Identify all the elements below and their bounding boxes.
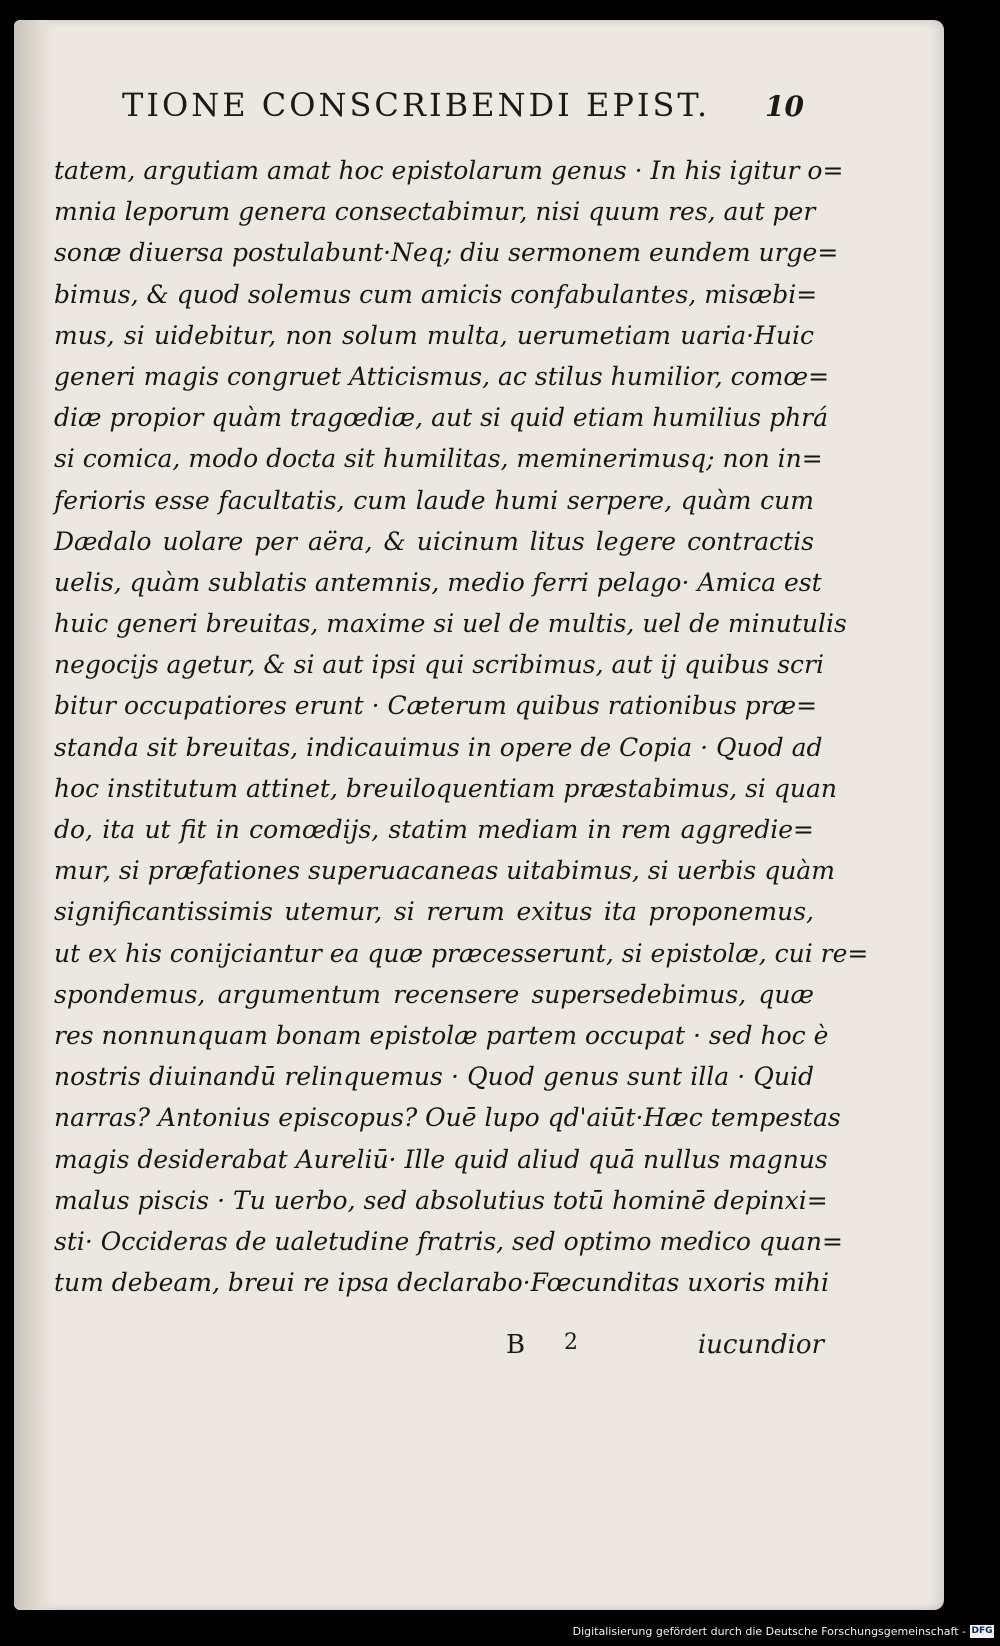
text-line: generi magis congruet Atticismus, ac stilus humilior, comœ= — [54, 361, 830, 391]
text-line: mnia leporum genera consectabimur, nisi quum res, aut per — [54, 197, 816, 227]
text-line: mus, si uidebitur, non solum multa, uerumetiam uaria·Huic — [54, 320, 814, 350]
page-footer — [444, 1330, 824, 1370]
page-gutter-shadow — [14, 20, 54, 1610]
text-line: do, ita ut fit in comœdijs, statim mediam in rem aggredie= — [54, 815, 814, 844]
text-line: uelis, quàm sublatis antemnis, medio ferri pelago· Amica est — [54, 567, 822, 597]
text-line: negocijs agetur, & si aut ipsi qui scribimus, aut ij quibus scri — [54, 650, 824, 680]
text-line: standa sit breuitas, indicauimus in opere de Copia · Quod ad — [54, 732, 823, 762]
text-line: sti· Occideras de ualetudine fratris, sed optimo medico quan= — [54, 1226, 843, 1256]
signature-mark: B — [506, 1330, 526, 1360]
folio-number: 10 — [765, 90, 804, 123]
text-line: mur, si præfationes superuacaneas uitabimus, si uerbis quàm — [54, 856, 835, 886]
text-line: magis desiderabat Aureliū· Ille quid aliud quā nullus magnus — [54, 1144, 828, 1174]
text-line: sonæ diuersa postulabunt·Neq; diu sermonem eundem urge= — [54, 238, 839, 268]
text-line: bimus, & quod solemus cum amicis confabulantes, misæbi= — [54, 279, 818, 309]
text-line: malus piscis · Tu uerbo, sed absolutius totū hominē depinxi= — [54, 1185, 828, 1215]
body-text-block — [54, 150, 869, 1303]
text-line: si comica, modo docta sit humilitas, meminerimusq; non in= — [54, 444, 823, 474]
text-line: hoc institutum attinet, breuiloquentiam præstabimus, si quan — [54, 773, 837, 803]
text-line: Dædalo uolare per aëra, & uicinum litus legere contractis — [54, 526, 814, 556]
running-head: TIONE CONSCRIBENDI EPIST. — [122, 86, 711, 124]
credit-bar — [0, 1610, 1000, 1646]
dfg-logo-icon: DFG — [971, 1626, 993, 1636]
digitization-credit: Digitalisierung gefördert durch die Deutsche Forschungsgemeinschaft - — [572, 1625, 966, 1638]
text-line: ut ex his conijciantur ea quæ præcesserunt, si epistolæ, cui re= — [54, 938, 869, 968]
text-line: significantissimis utemur, si rerum exitus ita proponemus, — [54, 897, 814, 927]
text-line: ferioris esse facultatis, cum laude humi serpere, quàm cum — [54, 485, 814, 515]
text-line: spondemus, argumentum recensere supersedebimus, quæ — [54, 979, 814, 1009]
book-page — [14, 20, 944, 1610]
text-line: nostris diuinandū relinquemus · Quod genus sunt illa · Quid — [54, 1062, 814, 1092]
text-line: res nonnunquam bonam epistolæ partem occupat · sed hoc è — [54, 1020, 829, 1050]
text-line: diæ propior quàm tragœdiæ, aut si quid etiam humilius phrá — [54, 403, 829, 433]
text-line: bitur occupatiores erunt · Cæterum quibus rationibus præ= — [54, 691, 818, 721]
catchword: iucundior — [697, 1330, 824, 1360]
text-line: huic generi breuitas, maxime si uel de multis, uel de minutulis — [54, 609, 847, 639]
text-line: tatem, argutiam amat hoc epistolarum genus · In his igitur o= — [54, 156, 844, 185]
text-line: tum debeam, breui re ipsa declarabo·Fœcunditas uxoris mihi — [54, 1268, 830, 1298]
signature-number: 2 — [564, 1330, 578, 1355]
text-line: narras? Antonius episcopus? Ouē lupo qd'aiūt·Hæc tempestas — [54, 1103, 841, 1133]
